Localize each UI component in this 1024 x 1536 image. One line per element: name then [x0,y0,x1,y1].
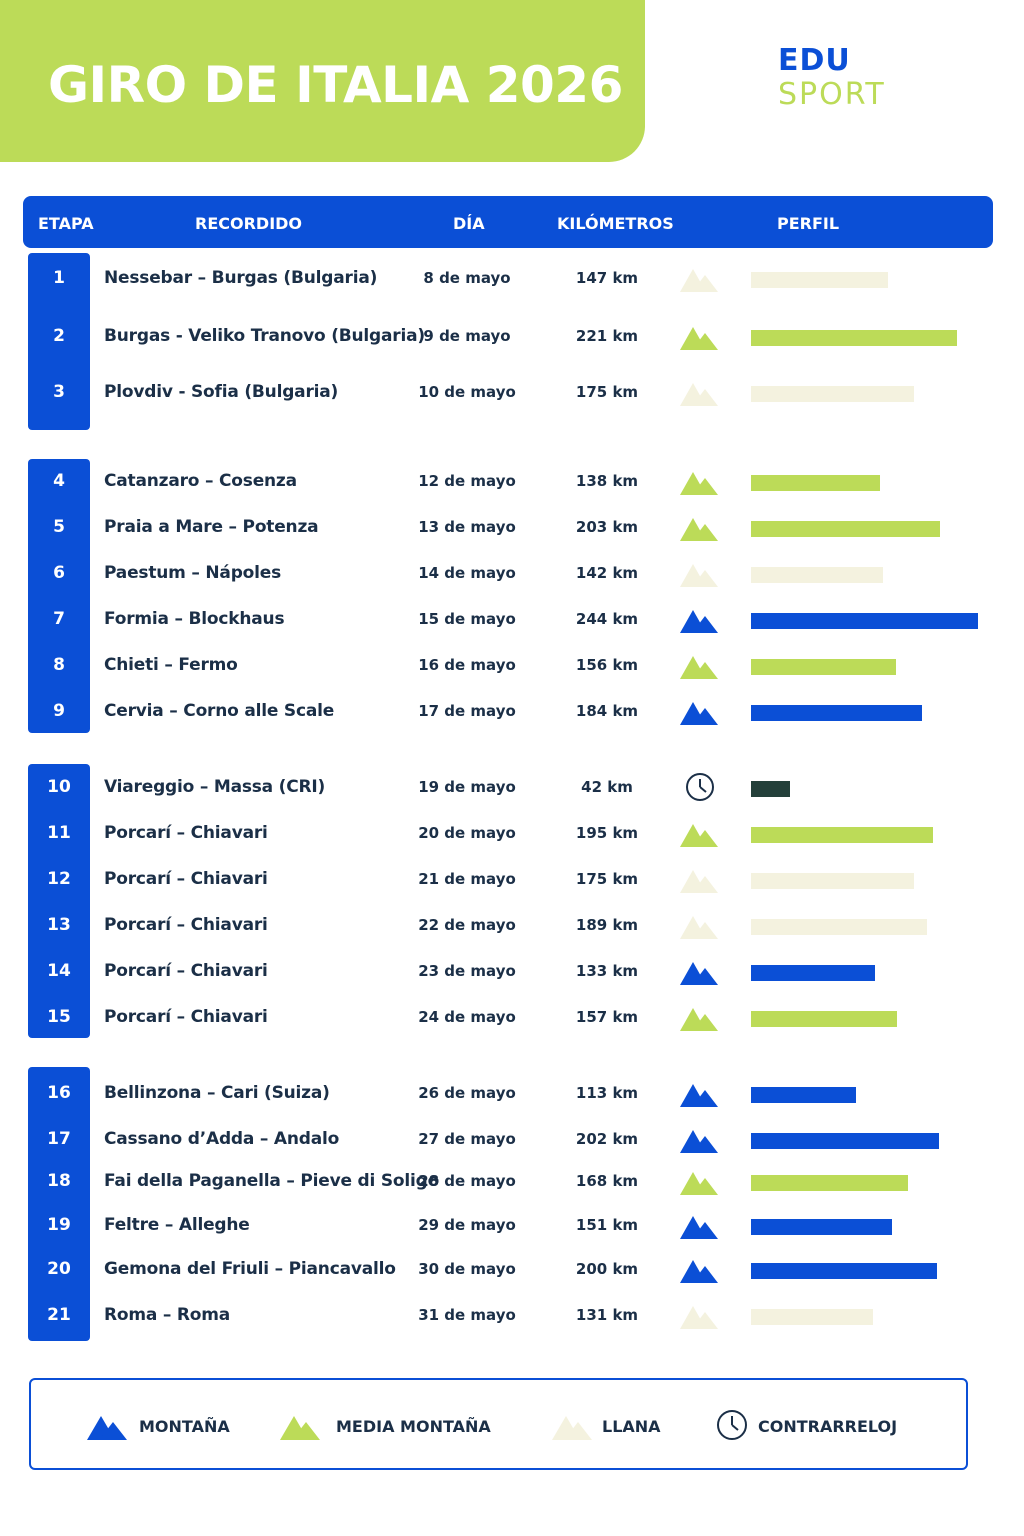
stage-date: 31 de mayo [418,1306,516,1324]
mountain-icon [87,1410,127,1440]
stage-route: Porcarí – Chiavari [104,823,268,843]
stage-date: 24 de mayo [418,1008,516,1026]
stage-route: Porcarí – Chiavari [104,915,268,935]
table-header [23,196,993,248]
stage-distance: 138 km [575,472,639,490]
mountain-icon [680,559,718,587]
profile-bar [751,1011,897,1027]
stage-date: 13 de mayo [418,518,516,536]
mountain-icon [680,819,718,847]
stage-distance: 42 km [581,778,633,796]
stage-date: 12 de mayo [418,472,516,490]
table-row [0,461,1024,501]
stage-distance: 157 km [575,1008,639,1026]
mountain-icon [680,378,718,406]
stage-number: 10 [47,777,71,797]
mountain-icon [680,957,718,985]
stage-distance: 175 km [575,870,639,888]
stage-number: 21 [47,1305,71,1325]
stage-route: Paestum – Nápoles [104,563,282,583]
mountain-icon [680,1125,718,1153]
stage-number: 12 [47,869,71,889]
table-row [0,1249,1024,1289]
stage-route: Gemona del Friuli – Piancavallo [104,1259,396,1279]
profile-bar [751,613,978,629]
mountain-icon [680,697,718,725]
stage-distance: 184 km [575,702,639,720]
legend-label: MEDIA MONTAÑA [336,1417,491,1436]
stage-number: 16 [47,1083,71,1103]
profile-bar [751,567,883,583]
stage-date: 8 de mayo [423,269,511,287]
stage-route: Formia – Blockhaus [104,609,285,629]
stage-date: 20 de mayo [418,824,516,842]
stage-distance: 195 km [575,824,639,842]
stage-distance: 189 km [575,916,639,934]
stage-route: Nessebar – Burgas (Bulgaria) [104,268,378,288]
profile-bar [751,659,896,675]
stage-distance: 133 km [575,962,639,980]
mountain-icon [280,1410,320,1440]
table-row [0,997,1024,1037]
stage-number: 13 [47,915,71,935]
stage-date: 29 de mayo [418,1216,516,1234]
mountain-icon [680,322,718,350]
stage-route: Porcarí – Chiavari [104,869,268,889]
stage-route: Plovdiv - Sofia (Bulgaria) [104,382,339,402]
logo-top-text: EDU [778,43,851,78]
profile-bar [751,386,914,402]
table-row [0,1295,1024,1335]
stage-distance: 200 km [575,1260,639,1278]
table-row [0,859,1024,899]
profile-bar [751,475,880,491]
stage-distance: 168 km [575,1172,639,1190]
profile-bar [751,781,790,797]
stage-number: 18 [47,1171,71,1191]
stage-distance: 203 km [575,518,639,536]
stage-route: Porcarí – Chiavari [104,1007,268,1027]
header-km: KILÓMETROS [557,214,674,233]
stage-date: 22 de mayo [418,916,516,934]
stage-route: Bellinzona – Cari (Suiza) [104,1083,330,1103]
profile-bar [751,1087,856,1103]
stage-date: 9 de mayo [423,327,511,345]
stage-route: Porcarí – Chiavari [104,961,268,981]
stage-distance: 113 km [575,1084,639,1102]
profile-bar [751,965,875,981]
page-title: GIRO DE ITALIA 2026 [48,56,623,114]
profile-bar [751,1219,892,1235]
stage-route: Cervia – Corno alle Scale [104,701,335,721]
mountain-icon [680,865,718,893]
stage-route: Roma – Roma [104,1305,231,1325]
stage-distance: 202 km [575,1130,639,1148]
stage-date: 19 de mayo [418,778,516,796]
mountain-icon [680,467,718,495]
stage-date: 28 de mayo [418,1172,516,1190]
stage-date: 27 de mayo [418,1130,516,1148]
stage-distance: 131 km [575,1306,639,1324]
stage-distance: 142 km [575,564,639,582]
table-row [0,1161,1024,1201]
stage-distance: 151 km [575,1216,639,1234]
stage-route: Viareggio – Massa (CRI) [104,777,326,797]
stage-route: Burgas - Veliko Tranovo (Bulgaria) [104,326,425,346]
stage-route: Fai della Paganella – Pieve di Soligo [104,1171,440,1191]
mountain-icon [680,1003,718,1031]
profile-bar [751,1175,908,1191]
mountain-icon [680,911,718,939]
stage-number: 7 [53,609,65,629]
profile-bar [751,919,927,935]
header-perfil: PERFIL [777,214,840,233]
mountain-icon [680,264,718,292]
stage-date: 30 de mayo [418,1260,516,1278]
stage-number: 1 [53,268,65,288]
stage-route: Cassano d’Adda – Andalo [104,1129,340,1149]
clock-icon [680,773,718,801]
logo [778,44,938,112]
mountain-icon [680,1079,718,1107]
stage-date: 21 de mayo [418,870,516,888]
stage-date: 23 de mayo [418,962,516,980]
profile-bar [751,272,888,288]
table-row [0,372,1024,412]
header-banner [0,0,645,162]
stage-number: 15 [47,1007,71,1027]
stage-number: 9 [53,701,65,721]
table-row [0,258,1024,298]
clock-icon [712,1410,752,1440]
table-row [0,507,1024,547]
header-dia: DÍA [453,214,485,233]
table-row [0,645,1024,685]
legend-label: MONTAÑA [139,1417,230,1436]
stage-distance: 244 km [575,610,639,628]
table-row [0,1205,1024,1245]
table-row [0,1119,1024,1159]
mountain-icon [680,1255,718,1283]
table-row [0,316,1024,356]
stage-distance: 147 km [575,269,639,287]
profile-bar [751,521,940,537]
stage-route: Catanzaro – Cosenza [104,471,297,491]
stage-number: 17 [47,1129,71,1149]
mountain-icon [680,651,718,679]
header-etapa: ETAPA [38,214,94,233]
table-row [0,553,1024,593]
stage-date: 26 de mayo [418,1084,516,1102]
stage-number: 8 [53,655,65,675]
legend-label: CONTRARRELOJ [758,1417,898,1436]
mountain-icon [680,605,718,633]
profile-bar [751,330,957,346]
stage-number: 5 [53,517,65,537]
stage-date: 17 de mayo [418,702,516,720]
stage-distance: 156 km [575,656,639,674]
table-row [0,951,1024,991]
logo-bottom-text: SPORT [778,77,886,112]
profile-bar [751,1263,937,1279]
stage-date: 14 de mayo [418,564,516,582]
stage-number: 4 [53,471,65,491]
profile-bar [751,1309,873,1325]
stage-route: Chieti – Fermo [104,655,238,675]
stage-distance: 175 km [575,383,639,401]
stage-route: Praia a Mare – Potenza [104,517,319,537]
mountain-icon [680,1211,718,1239]
stage-number: 2 [53,326,65,346]
mountain-icon [680,1167,718,1195]
profile-bar [751,827,933,843]
stage-number: 20 [47,1259,71,1279]
stage-number: 19 [47,1215,71,1235]
legend [29,1378,968,1470]
profile-bar [751,873,914,889]
mountain-icon [680,1301,718,1329]
table-row [0,905,1024,945]
legend-label: LLANA [602,1417,661,1436]
profile-bar [751,705,922,721]
mountain-icon [552,1410,592,1440]
table-row [0,767,1024,807]
header-recorrido: RECORDIDO [195,214,303,233]
stage-distance: 221 km [575,327,639,345]
stage-route: Feltre – Alleghe [104,1215,250,1235]
mountain-icon [680,513,718,541]
stage-number: 3 [53,382,65,402]
stage-date: 16 de mayo [418,656,516,674]
table-row [0,813,1024,853]
stage-date: 10 de mayo [418,383,516,401]
table-row [0,691,1024,731]
profile-bar [751,1133,939,1149]
table-row [0,1073,1024,1113]
stage-number: 6 [53,563,65,583]
stage-number: 11 [47,823,71,843]
table-row [0,599,1024,639]
stage-date: 15 de mayo [418,610,516,628]
stage-number: 14 [47,961,71,981]
